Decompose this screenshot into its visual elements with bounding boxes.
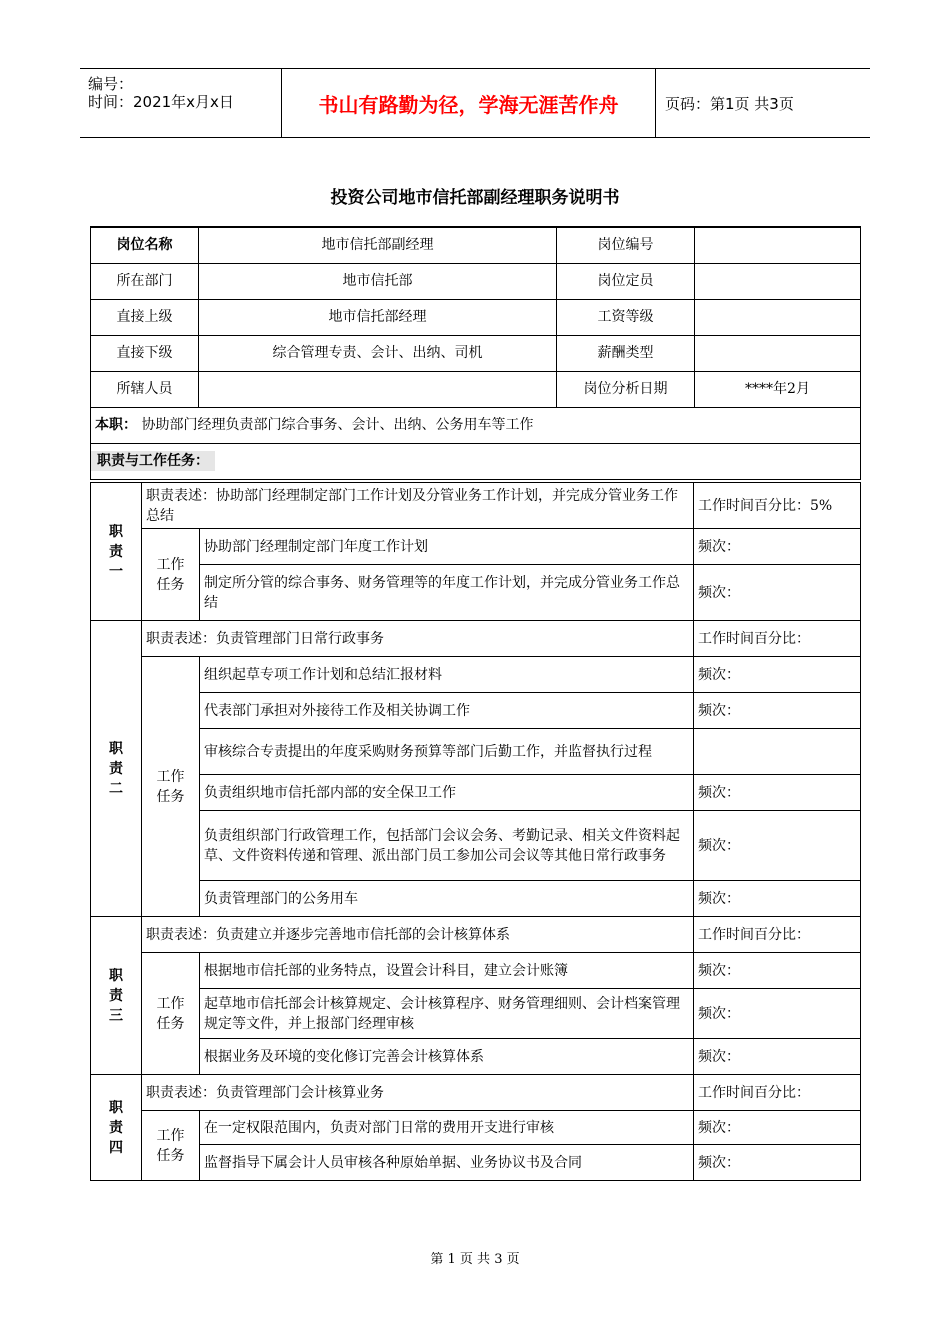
duty-3-task-2-freq: 频次： xyxy=(694,989,861,1039)
duty-1-task-1-freq: 频次： xyxy=(694,529,861,565)
number-label: 编号： xyxy=(88,75,134,93)
dept-value: 地市信托部 xyxy=(199,263,557,299)
duty-3-task-1-freq: 频次： xyxy=(694,953,861,989)
duty-4-task-1-freq: 频次： xyxy=(694,1111,861,1145)
duty-3-statement: 职责表述：负责建立并逐步完善地市信托部的会计核算体系 xyxy=(142,917,694,953)
analysis-date-value: ****年2月 xyxy=(695,371,861,407)
headcount-value xyxy=(695,263,861,299)
duty-2-task-5: 负责组织部门行政管理工作，包括部门会议会务、考勤记录、相关文件资料起草、文件资料传递和管理、派出部门员工参加公司会议等其他日常行政事务 xyxy=(200,811,694,881)
duty-2-task-3-freq xyxy=(694,729,861,775)
duty-4-task-2-freq: 频次： xyxy=(694,1145,861,1181)
pay-type-value xyxy=(695,335,861,371)
duty-1-task-label: 工作 任务 xyxy=(142,529,200,621)
duty-2-task-2-freq: 频次： xyxy=(694,693,861,729)
duties-table xyxy=(90,482,861,1181)
salary-grade-value xyxy=(695,299,861,335)
duty-4-time-pct: 工作时间百分比： xyxy=(694,1075,861,1111)
analysis-date-label: 岗位分析日期 xyxy=(557,371,695,407)
superior-value: 地市信托部经理 xyxy=(199,299,557,335)
duty-2-task-2: 代表部门承担对外接待工作及相关协调工作 xyxy=(200,693,694,729)
duty-1-statement: 职责表述：协助部门经理制定部门工作计划及分管业务工作计划，并完成分管业务工作总结 xyxy=(142,483,694,529)
duty-2-task-1-freq: 频次： xyxy=(694,657,861,693)
duty-3-task-2: 起草地市信托部会计核算规定、会计核算程序、财务管理细则、会计档案管理规定等文件，并上报部门经理审核 xyxy=(200,989,694,1039)
duty-1-task-2-freq: 频次： xyxy=(694,565,861,621)
duty-4-task-1: 在一定权限范围内，负责对部门日常的费用开支进行审核 xyxy=(200,1111,694,1145)
duty-2-task-4: 负责组织地市信托部内部的安全保卫工作 xyxy=(200,775,694,811)
subordinate-label: 直接下级 xyxy=(91,335,199,371)
duty-4-task-label: 工作 任务 xyxy=(142,1111,200,1181)
duty-3-time-pct: 工作时间百分比： xyxy=(694,917,861,953)
duty-3-task-3-freq: 频次： xyxy=(694,1039,861,1075)
header-motto: 书山有路勤为径，学海无涯苦作舟 xyxy=(281,69,656,137)
duty-1-time-pct: 工作时间百分比：5% xyxy=(694,483,861,529)
duty-2-task-3: 审核综合专责提出的年度采购财务预算等部门后勤工作，并监督执行过程 xyxy=(200,729,694,775)
document-title: 投资公司地市信托部副经理职务说明书 xyxy=(330,188,620,208)
staff-label: 所辖人员 xyxy=(91,371,199,407)
superior-label: 直接上级 xyxy=(91,299,199,335)
duty-2-task-5-freq: 频次： xyxy=(694,811,861,881)
main-duty-label: 本职： xyxy=(95,417,137,433)
basic-info-table xyxy=(90,226,861,480)
duty-1-task-2: 制定所分管的综合事务、财务管理等的年度工作计划，并完成分管业务工作总结 xyxy=(200,565,694,621)
header-page-info: 页码：第1页 共3页 xyxy=(665,94,794,113)
duty-2-name: 职 责 二 xyxy=(91,621,142,917)
position-name-value: 地市信托部副经理 xyxy=(199,227,557,263)
salary-grade-label: 工资等级 xyxy=(557,299,695,335)
main-duty-text: 协助部门经理负责部门综合事务、会计、出纳、公务用车等工作 xyxy=(141,417,534,433)
duty-2-task-6: 负责管理部门的公务用车 xyxy=(200,881,694,917)
duty-1-task-1: 协助部门经理制定部门年度工作计划 xyxy=(200,529,694,565)
headcount-label: 岗位定员 xyxy=(557,263,695,299)
duty-3-task-3: 根据业务及环境的变化修订完善会计核算体系 xyxy=(200,1039,694,1075)
duty-1-name: 职 责 一 xyxy=(91,483,142,621)
header-meta xyxy=(80,69,280,137)
duty-2-statement: 职责表述：负责管理部门日常行政事务 xyxy=(142,621,694,657)
dept-label: 所在部门 xyxy=(91,263,199,299)
duties-section-row xyxy=(91,443,861,479)
duty-2-task-6-freq: 频次： xyxy=(694,881,861,917)
duty-4-statement: 职责表述：负责管理部门会计核算业务 xyxy=(142,1075,694,1111)
duty-3-task-label: 工作 任务 xyxy=(142,953,200,1075)
position-no-label: 岗位编号 xyxy=(557,227,695,263)
duty-2-task-label: 工作 任务 xyxy=(142,657,200,917)
duty-2-time-pct: 工作时间百分比： xyxy=(694,621,861,657)
time-label: 时间：2021年x月x日 xyxy=(88,93,234,111)
duty-4-task-2: 监督指导下属会计人员审核各种原始单据、业务协议书及合同 xyxy=(200,1145,694,1181)
duty-2-task-4-freq: 频次： xyxy=(694,775,861,811)
position-no-value xyxy=(695,227,861,263)
subordinate-value: 综合管理专责、会计、出纳、司机 xyxy=(199,335,557,371)
pay-type-label: 薪酬类型 xyxy=(557,335,695,371)
staff-value xyxy=(199,371,557,407)
duty-3-name: 职 责 三 xyxy=(91,917,142,1075)
main-duty-row xyxy=(91,407,861,443)
duty-2-task-1: 组织起草专项工作计划和总结汇报材料 xyxy=(200,657,694,693)
page-header xyxy=(80,68,870,138)
position-name-label: 岗位名称 xyxy=(91,227,199,263)
duty-4-name: 职 责 四 xyxy=(91,1075,142,1181)
duties-section-label: 职责与工作任务： xyxy=(91,451,215,471)
page-footer: 第 1 页 共 3 页 xyxy=(430,1252,520,1267)
duty-3-task-1: 根据地市信托部的业务特点，设置会计科目，建立会计账簿 xyxy=(200,953,694,989)
